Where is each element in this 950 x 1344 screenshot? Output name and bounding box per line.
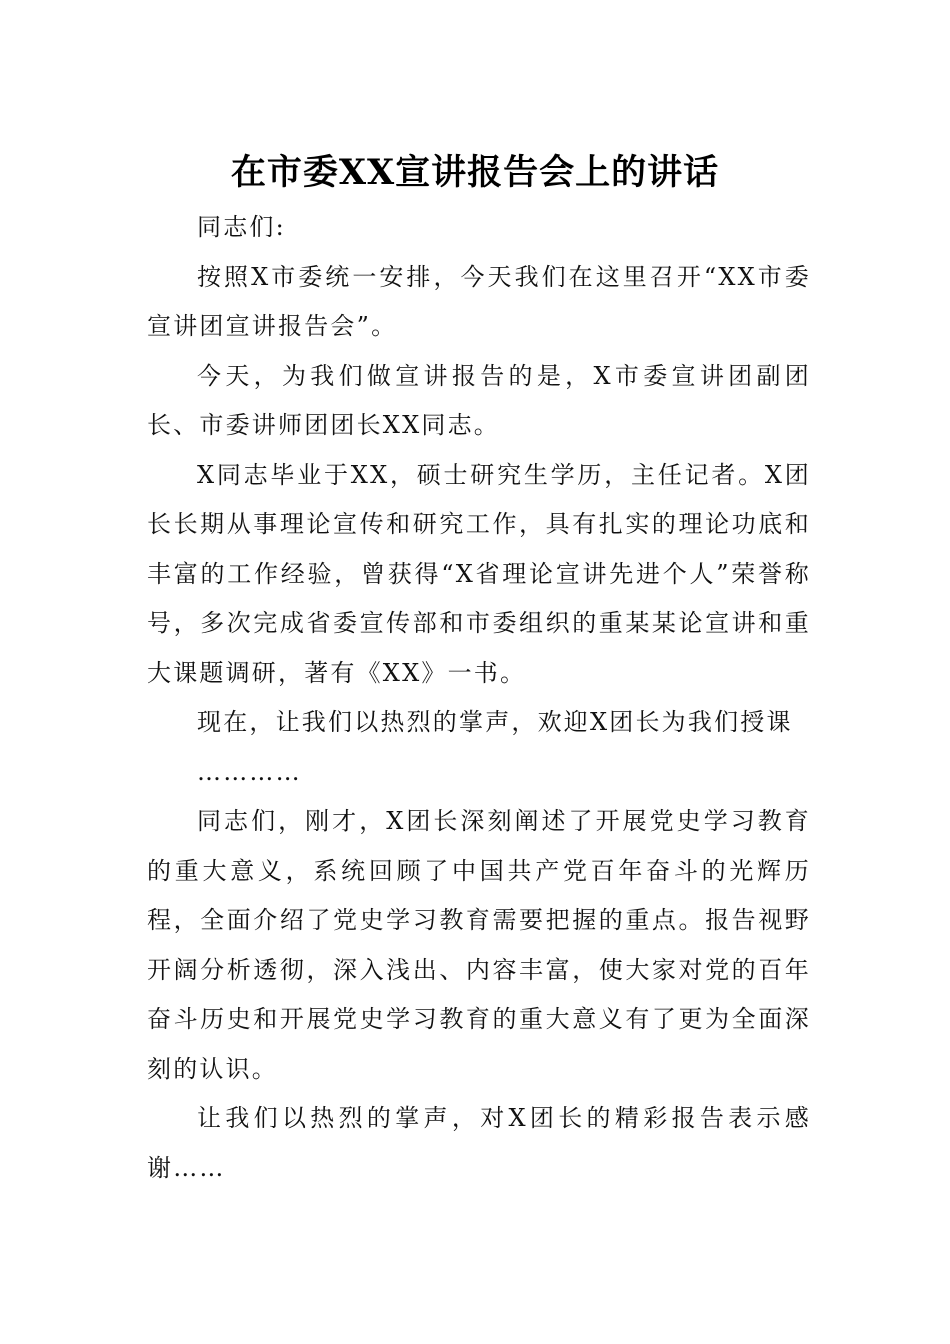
- body-paragraph: 同志们，刚才，X团长深刻阐述了开展党史学习教育的重大意义，系统回顾了中国共产党百年奋斗的光辉历程，全面介绍了党史学习教育需要把握的重点。报告视野开阔分析透彻，深入浅出、内容丰富，使大家对党的百年奋斗历史和开展党史学习教育的重大意义有了更为全面深刻的认识。: [147, 807, 811, 1083]
- document-title: 在市委XX宣讲报告会上的讲话: [230, 152, 720, 193]
- salutation-paragraph: 同志们:: [197, 213, 286, 241]
- body-paragraph: 今天，为我们做宣讲报告的是，X市委宣讲团副团长、市委讲师团团长XX同志。: [147, 361, 811, 439]
- closing-paragraph: 让我们以热烈的掌声，对X团长的精彩报告表示感谢……: [147, 1104, 811, 1182]
- ellipsis-paragraph: …………: [197, 757, 302, 786]
- body-paragraph: 按照X市委统一安排，今天我们在这里召开“XX市委宣讲团宣讲报告会”。: [147, 262, 811, 340]
- body-paragraph: X同志毕业于XX，硕士研究生学历，主任记者。X团长长期从事理论宣传和研究工作，具有扎实的理论功底和丰富的工作经验，曾获得“X省理论宣讲先进个人”荣誉称号，多次完成省委宣传部和市委组织的重某某论宣讲和重大课题调研，著有《XX》一书。: [147, 460, 811, 687]
- body-paragraph: 现在，让我们以热烈的掌声，欢迎X团长为我们授课: [197, 708, 793, 736]
- document-body: [147, 203, 811, 1193]
